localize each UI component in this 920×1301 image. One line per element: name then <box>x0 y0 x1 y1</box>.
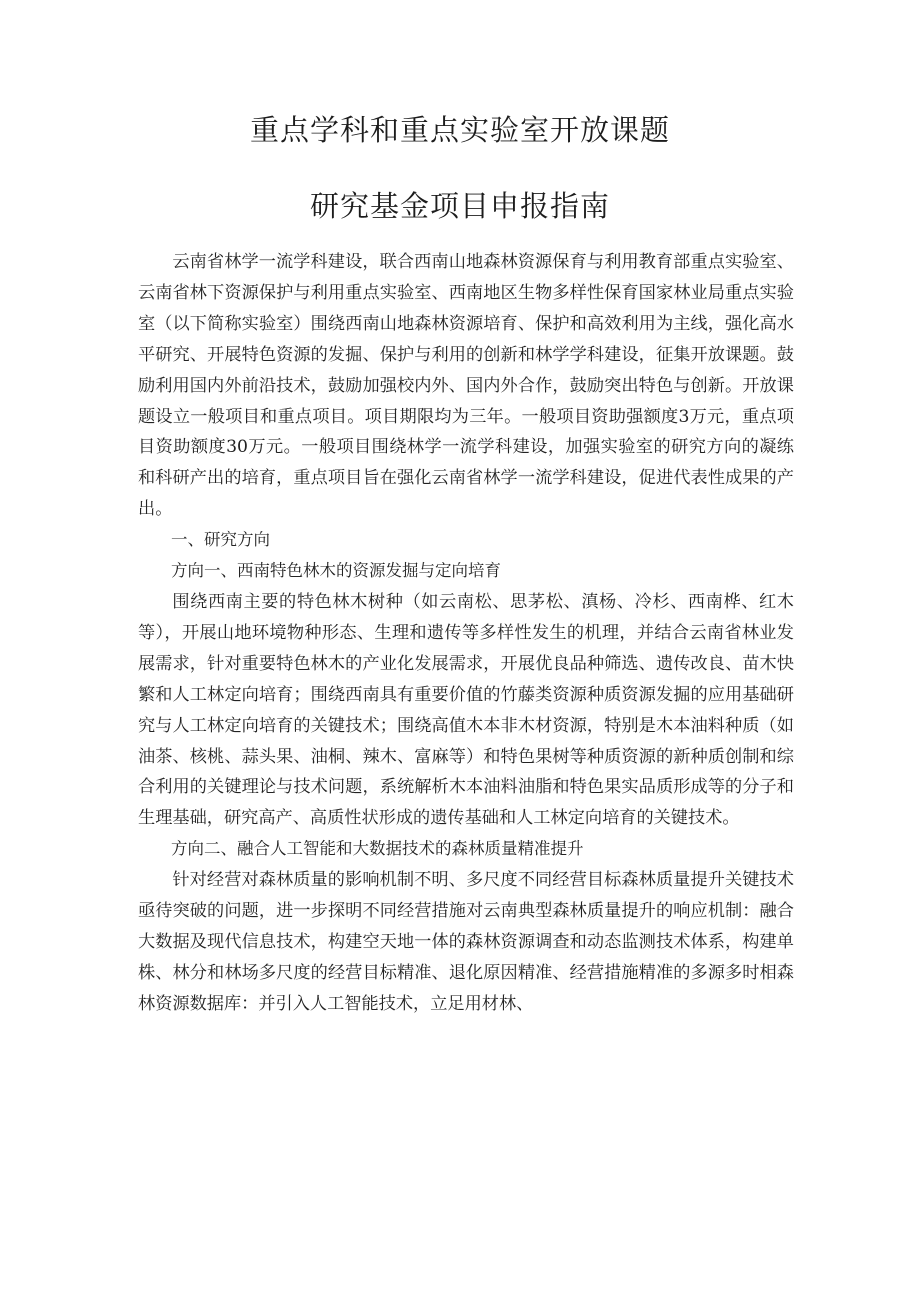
direction-1-paragraph: 围绕西南主要的特色林木树种（如云南松、思茅松、滇杨、冷杉、西南桦、红木等），开展山地环境物种形态、生理和遗传等多样性发生的机理，并结合云南省林业发展需求，针对重要特色林木的产业化发展需求，开展优良品种筛选、遗传改良、苗木快繁和人工林定向培育；围绕西南具有重要价值的竹藤类资源种质资源发掘的应用基础研究与人工林定向培育的关键技术；围绕高值木本非木材资源，特别是木本油料种质（如油茶、核桃、蒜头果、油桐、辣木、富麻等）和特色果树等种质资源的新种质创制和综合利用的关键理论与技术问题，系统解析木本油料油脂和特色果实品质形成等的分子和生理基础，研究高产、高质性状形成的遗传基础和人工林定向培育的关键技术。 <box>138 591 794 829</box>
intro-paragraph: 云南省林学一流学科建设，联合西南山地森林资源保育与利用教育部重点实验室、云南省林下资源保护与利用重点实验室、西南地区生物多样性保育国家林业局重点实验室（以下简称实验室）围绕西南山地森林资源培育、保护和高效利用为主线，强化高水平研究、开展特色资源的发掘、保护与利用的创新和林学学科建设，征集开放课题。鼓励利用国内外前沿技术，鼓励加强校内外、国内外合作，鼓励突出特色与创新。开放课题设立一般项目和重点项目。项目期限均为三年。一般项目资助强额度3万元，重点项目资助额度30万元。一般项目围绕林学一流学科建设，加强实验室的研究方向的凝练和科研产出的培育，重点项目旨在强化云南省林学一流学科建设，促进代表性成果的产出。 <box>138 252 794 520</box>
direction-2-paragraph: 针对经营对森林质量的影响机制不明、多尺度不同经营目标森林质量提升关键技术亟待突破的问题，进一步探明不同经营措施对云南典型森林质量提升的响应机制：融合大数据及现代信息技术，构建空天地一体的森林资源调查和动态监测技术体系，构建单株、林分和林场多尺度的经营目标精准、退化原因精准、经营措施精准的多源多时相森林资源数据库：并引入人工智能技术，立足用材林、 <box>138 870 794 1014</box>
document-title-line-1: 重点学科和重点实验室开放课题 <box>249 113 670 147</box>
document-title-line-2: 研究基金项目申报指南 <box>309 189 610 223</box>
document-body <box>138 247 794 1020</box>
section-heading-research-directions: 一、研究方向 <box>171 530 270 550</box>
direction-1-heading: 方向一、西南特色林木的资源发掘与定向培育 <box>171 561 501 581</box>
direction-2-heading: 方向二、融合人工智能和大数据技术的森林质量精准提升 <box>171 839 584 859</box>
